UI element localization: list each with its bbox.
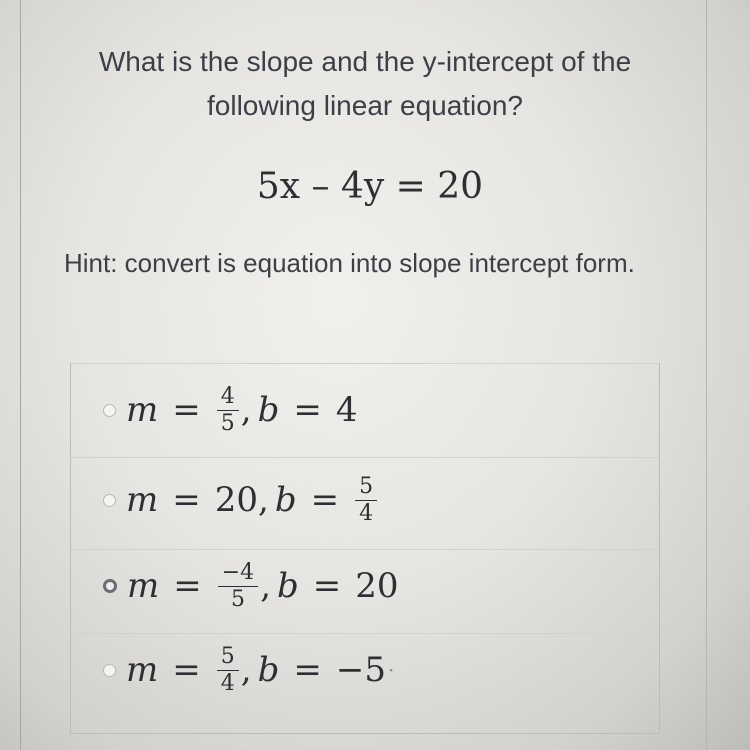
- answer-option-1-text: [126, 385, 357, 436]
- fraction-numerator: 5: [217, 645, 239, 671]
- panel-left-border: [20, 0, 21, 750]
- slope-fraction: [218, 561, 258, 612]
- separator: ,: [240, 390, 252, 430]
- separator: ,: [258, 480, 269, 520]
- answer-option-4-text: [126, 645, 394, 696]
- trailing-dot: ·: [387, 658, 395, 682]
- answer-option-3-text: [127, 561, 399, 612]
- intercept-value: 4: [335, 390, 358, 430]
- equation: 5x – 4y = 20: [256, 166, 484, 207]
- hint-text: Hint: convert is equation into slope intercept form.: [64, 248, 635, 278]
- equals-sign: =: [312, 566, 342, 606]
- divider: [71, 457, 659, 458]
- divider: [71, 549, 659, 550]
- slope-variable: m: [126, 650, 159, 690]
- equals-sign: =: [310, 480, 340, 520]
- equals-sign: =: [293, 650, 322, 690]
- fraction-denominator: 4: [359, 500, 374, 526]
- equals-sign: =: [172, 480, 201, 520]
- fraction-denominator: 5: [230, 586, 245, 612]
- slope-value: 20: [214, 480, 259, 520]
- answer-option-3[interactable]: [103, 551, 399, 621]
- slope-fraction: [217, 645, 239, 696]
- question-line-1: What is the slope and the y-intercept of the: [98, 46, 632, 77]
- fraction-denominator: 4: [220, 670, 235, 696]
- answer-choices: [70, 363, 660, 734]
- slope-variable: m: [126, 480, 159, 520]
- radio-button-2[interactable]: [103, 494, 116, 507]
- intercept-variable: b: [274, 480, 297, 520]
- divider: [71, 633, 659, 634]
- slope-variable: m: [127, 566, 160, 606]
- question-text: [60, 40, 670, 128]
- answer-option-4[interactable]: [103, 635, 394, 705]
- fraction-numerator: 5: [355, 475, 377, 501]
- equals-sign: =: [172, 390, 201, 430]
- divider: [71, 363, 659, 364]
- radio-button-3-selected[interactable]: [103, 579, 117, 593]
- answer-option-2-text: [126, 475, 379, 526]
- equals-sign: =: [293, 390, 322, 430]
- answer-option-1[interactable]: [103, 375, 357, 445]
- separator: ,: [260, 566, 271, 606]
- radio-button-1[interactable]: [103, 404, 116, 417]
- fraction-numerator: 4: [217, 385, 239, 411]
- slope-variable: m: [126, 390, 159, 430]
- equals-sign: =: [173, 566, 202, 606]
- separator: ,: [240, 650, 252, 690]
- radio-button-4[interactable]: [103, 664, 116, 677]
- intercept-value: 20: [355, 566, 399, 606]
- fraction-numerator: −4: [218, 561, 258, 587]
- intercept-variable: b: [257, 390, 280, 430]
- intercept-value: −5: [335, 650, 386, 690]
- intercept-variable: b: [277, 566, 299, 606]
- question-line-2: following linear equation?: [207, 90, 523, 121]
- intercept-fraction: [355, 475, 377, 526]
- fraction-denominator: 5: [220, 410, 235, 436]
- answer-option-2[interactable]: [103, 465, 379, 535]
- slope-fraction: [217, 385, 239, 436]
- intercept-variable: b: [257, 650, 280, 690]
- panel-right-border: [706, 0, 707, 750]
- equals-sign: =: [172, 650, 201, 690]
